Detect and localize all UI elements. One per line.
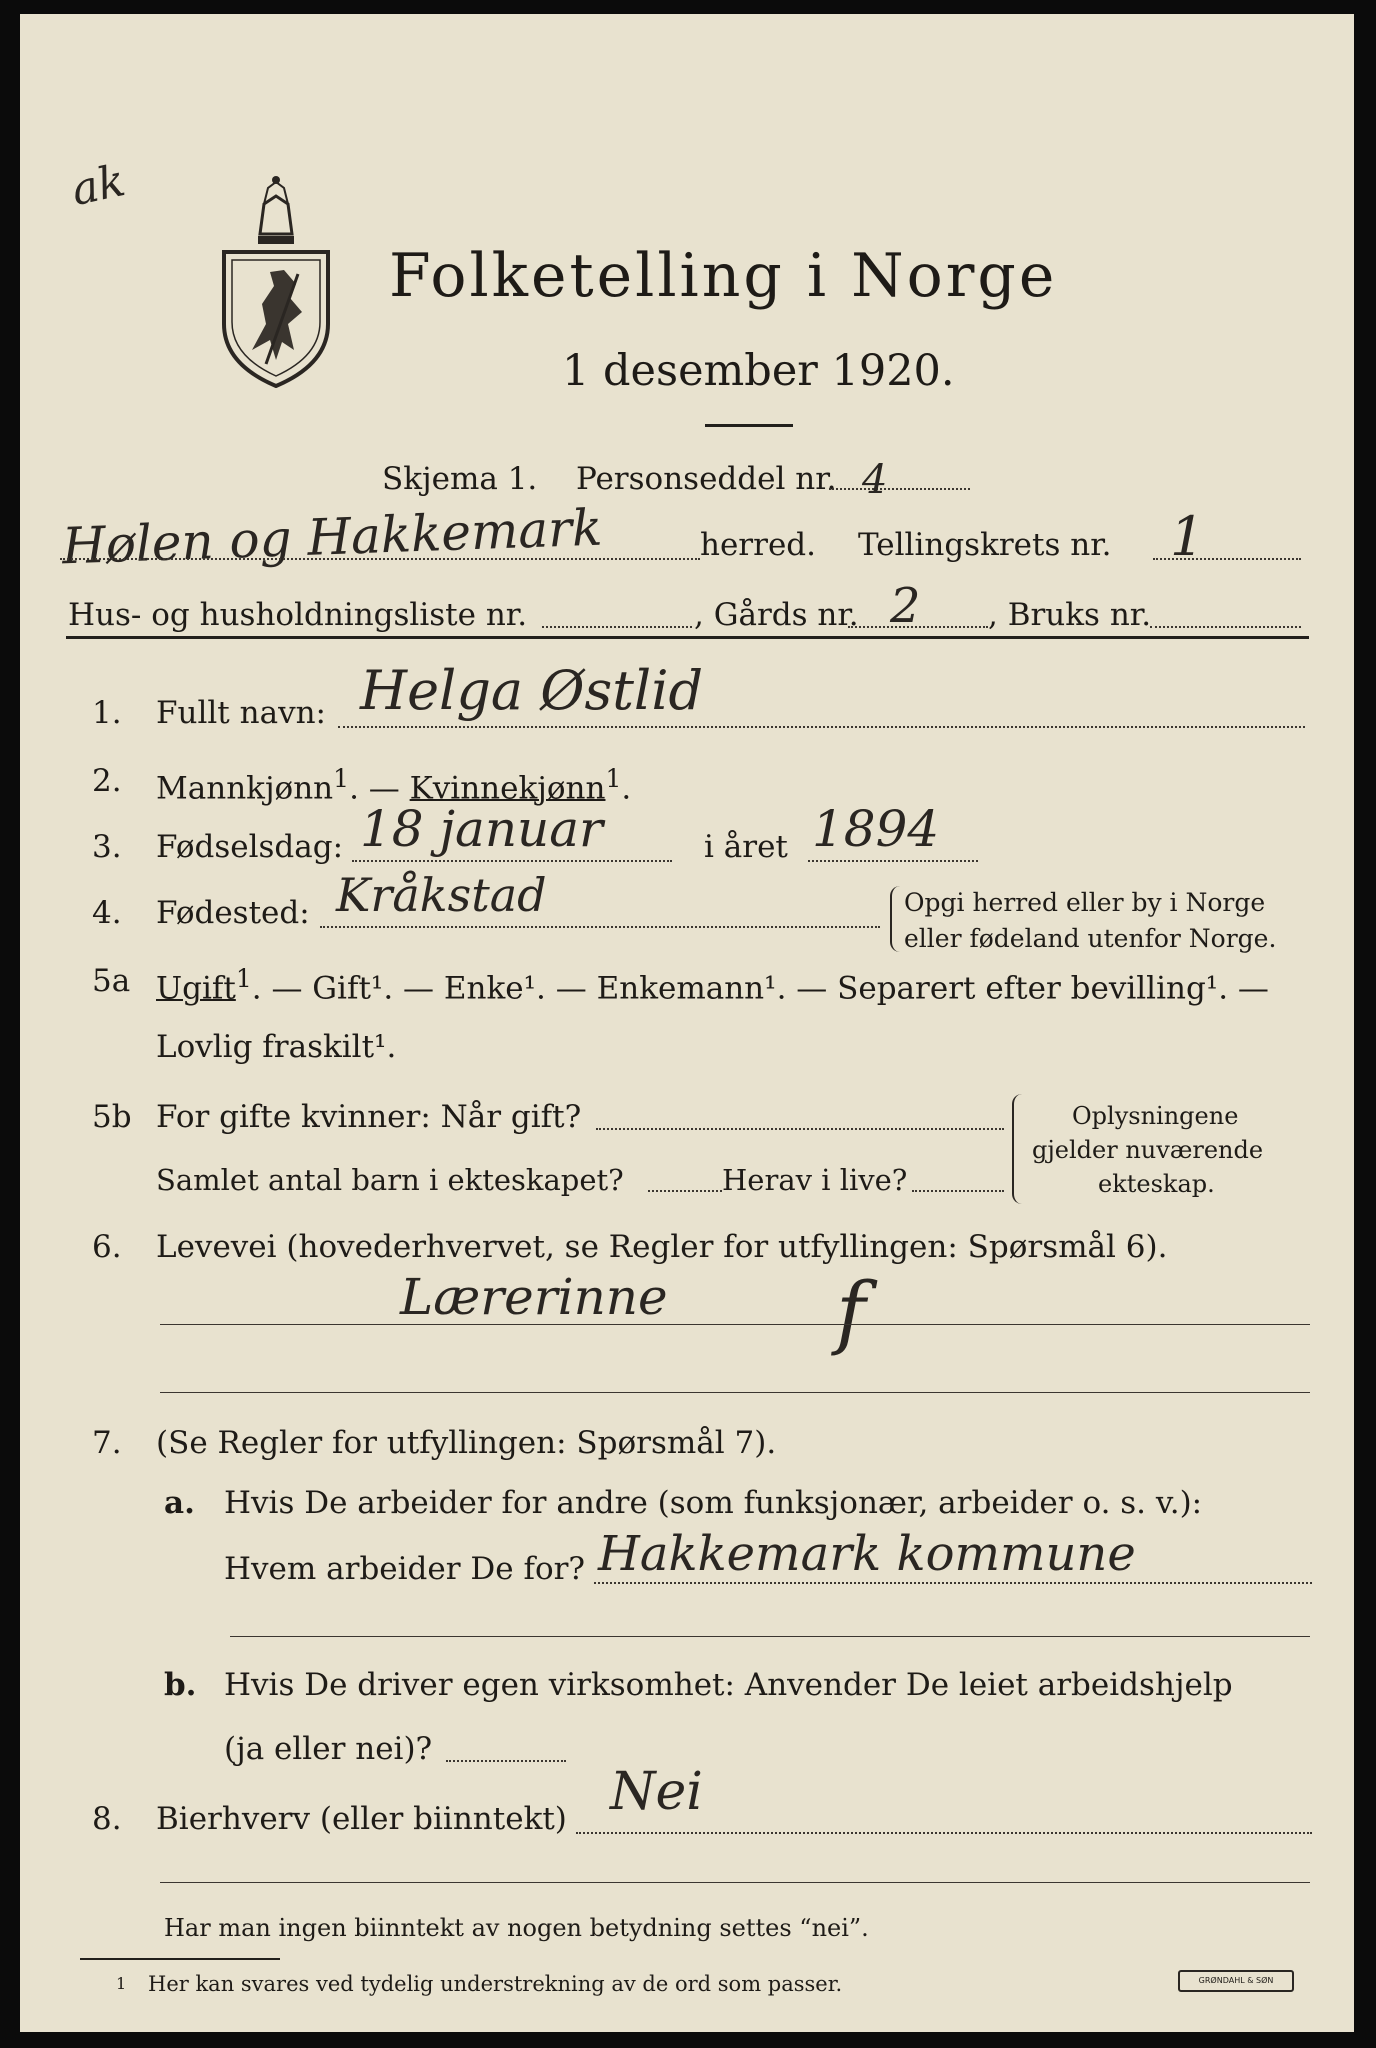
footnote-number: 1 <box>116 1974 127 1993</box>
printer-stamp: GRØNDAHL & SØN <box>1178 1970 1294 1992</box>
q5b-note-2: gjelder nuværende <box>1032 1136 1264 1164</box>
q7a-hvem-field[interactable] <box>594 1582 1312 1584</box>
q7b-text-2: (ja eller nei)? <box>224 1731 433 1767</box>
gards-label: , Gårds nr. <box>694 597 859 633</box>
q7b-field[interactable] <box>446 1760 566 1762</box>
margin-note: ak <box>67 155 130 216</box>
q5b-herav-label: Herav i live? <box>722 1163 908 1197</box>
q6-number: 6. <box>92 1229 122 1265</box>
q8-value: Nei <box>610 1762 703 1822</box>
tellingskrets-value: 1 <box>1170 505 1205 568</box>
title-divider <box>705 424 793 427</box>
footnote-text: Her kan svares ved tydelig understrekning av de ord som passer. <box>148 1972 843 1996</box>
q7a-field-2[interactable] <box>230 1636 1310 1637</box>
q7-label: (Se Regler for utfyllingen: Spørsmål 7). <box>156 1425 777 1461</box>
q5b-barn-field[interactable] <box>648 1190 722 1192</box>
q3-label: Fødselsdag: <box>156 829 344 865</box>
q5b-herav-field[interactable] <box>912 1190 1004 1192</box>
q5b-brace <box>1012 1094 1024 1204</box>
q3-day-field[interactable] <box>352 860 672 862</box>
q5a-ugift-selected[interactable]: Ugift <box>156 970 236 1007</box>
personseddel-value: 4 <box>862 457 888 503</box>
personseddel-field[interactable] <box>829 488 970 490</box>
q5a-options: Ugift$^1$. — Gift¹. — Enke¹. — Enkemann¹. — Separert efter bevilling¹. — <box>156 964 1269 1007</box>
q5a-line2: Lovlig fraskilt¹. <box>156 1029 397 1065</box>
schema-label: Skjema 1. <box>382 461 538 497</box>
hus-field[interactable] <box>542 626 692 628</box>
q1-number: 1. <box>92 695 122 731</box>
tellingskrets-label: Tellingskrets nr. <box>858 527 1112 563</box>
q3-day-value: 18 januar <box>360 800 603 858</box>
q5b-label: For gifte kvinner: Når gift? <box>156 1099 582 1135</box>
q6-field-2[interactable] <box>160 1392 1310 1393</box>
q4-field[interactable] <box>320 926 880 928</box>
q5b-note-3: ekteskap. <box>1098 1170 1215 1198</box>
q2-options: Mannkjønn$^1$. — Kvinnekjønn$^1$. <box>156 764 632 807</box>
q5b-naar-field[interactable] <box>596 1128 1004 1130</box>
q4-label: Fødested: <box>156 895 310 931</box>
bottom-note: Har man ingen biinntekt av nogen betydning settes “nei”. <box>164 1914 869 1942</box>
q5b-number: 5b <box>92 1099 132 1135</box>
herred-label: herred. <box>700 527 816 563</box>
q8-field-2[interactable] <box>160 1882 1310 1883</box>
q8-label: Bierhverv (eller biinntekt) <box>156 1801 567 1837</box>
q3-aaret-label: i året <box>704 829 788 865</box>
q4-number: 4. <box>92 895 122 931</box>
q3-number: 3. <box>92 829 122 865</box>
q5b-note-1: Oplysningene <box>1072 1102 1239 1130</box>
q7b-letter: b. <box>164 1667 197 1703</box>
herred-value: Hølen og Hakkemark <box>61 498 604 576</box>
q4-brace <box>890 886 902 952</box>
q4-value: Kråkstad <box>336 868 547 922</box>
q4-note-2: eller fødeland utenfor Norge. <box>904 924 1277 953</box>
q6-value: Lærerinne <box>400 1268 668 1326</box>
q1-field[interactable] <box>338 726 1305 728</box>
q7b-text: Hvis De driver egen virksomhet: Anvender De leiet arbeidshjelp <box>224 1667 1233 1703</box>
q7a-text: Hvis De arbeider for andre (som funksjonær, arbeider o. s. v.): <box>224 1485 1203 1521</box>
q5b-barn-label: Samlet antal barn i ekteskapet? <box>156 1163 624 1197</box>
norway-coat-of-arms-icon <box>218 174 334 388</box>
q6-mark: f <box>836 1265 866 1358</box>
q7-number: 7. <box>92 1425 122 1461</box>
q1-label: Fullt navn: <box>156 695 326 731</box>
q6-field-1[interactable] <box>160 1324 1310 1325</box>
q2-number: 2. <box>92 763 122 799</box>
census-form-page <box>20 14 1354 2032</box>
census-date: 1 desember 1920. <box>562 346 955 396</box>
q4-note-1: Opgi herred eller by i Norge <box>904 888 1266 917</box>
bruks-field[interactable] <box>1150 626 1301 628</box>
header-divider <box>66 636 1309 639</box>
q7a-value: Hakkemark kommune <box>598 1526 1136 1582</box>
q8-field[interactable] <box>576 1832 1312 1834</box>
q2-kvinne-selected[interactable]: Kvinnekjønn <box>409 770 606 807</box>
bruks-label: , Bruks nr. <box>988 597 1152 633</box>
q3-year-field[interactable] <box>808 860 978 862</box>
q2-mann[interactable]: Mannkjønn <box>156 770 334 807</box>
q8-number: 8. <box>92 1801 122 1837</box>
herred-field[interactable] <box>60 558 700 560</box>
q1-value: Helga Østlid <box>360 659 704 722</box>
q6-label: Levevei (hovederhvervet, se Regler for utfyllingen: Spørsmål 6). <box>156 1229 1168 1265</box>
q7a-letter: a. <box>164 1485 195 1521</box>
q5a-number: 5a <box>92 963 131 999</box>
q7a-hvem-label: Hvem arbeider De for? <box>224 1551 586 1587</box>
gards-value: 2 <box>890 578 921 634</box>
personseddel-label: Personseddel nr. <box>576 461 837 497</box>
hus-label: Hus- og husholdningsliste nr. <box>68 597 528 633</box>
form-title: Folketelling i Norge <box>389 241 1058 311</box>
footnote-divider <box>80 1958 280 1960</box>
q3-year-value: 1894 <box>812 800 940 858</box>
